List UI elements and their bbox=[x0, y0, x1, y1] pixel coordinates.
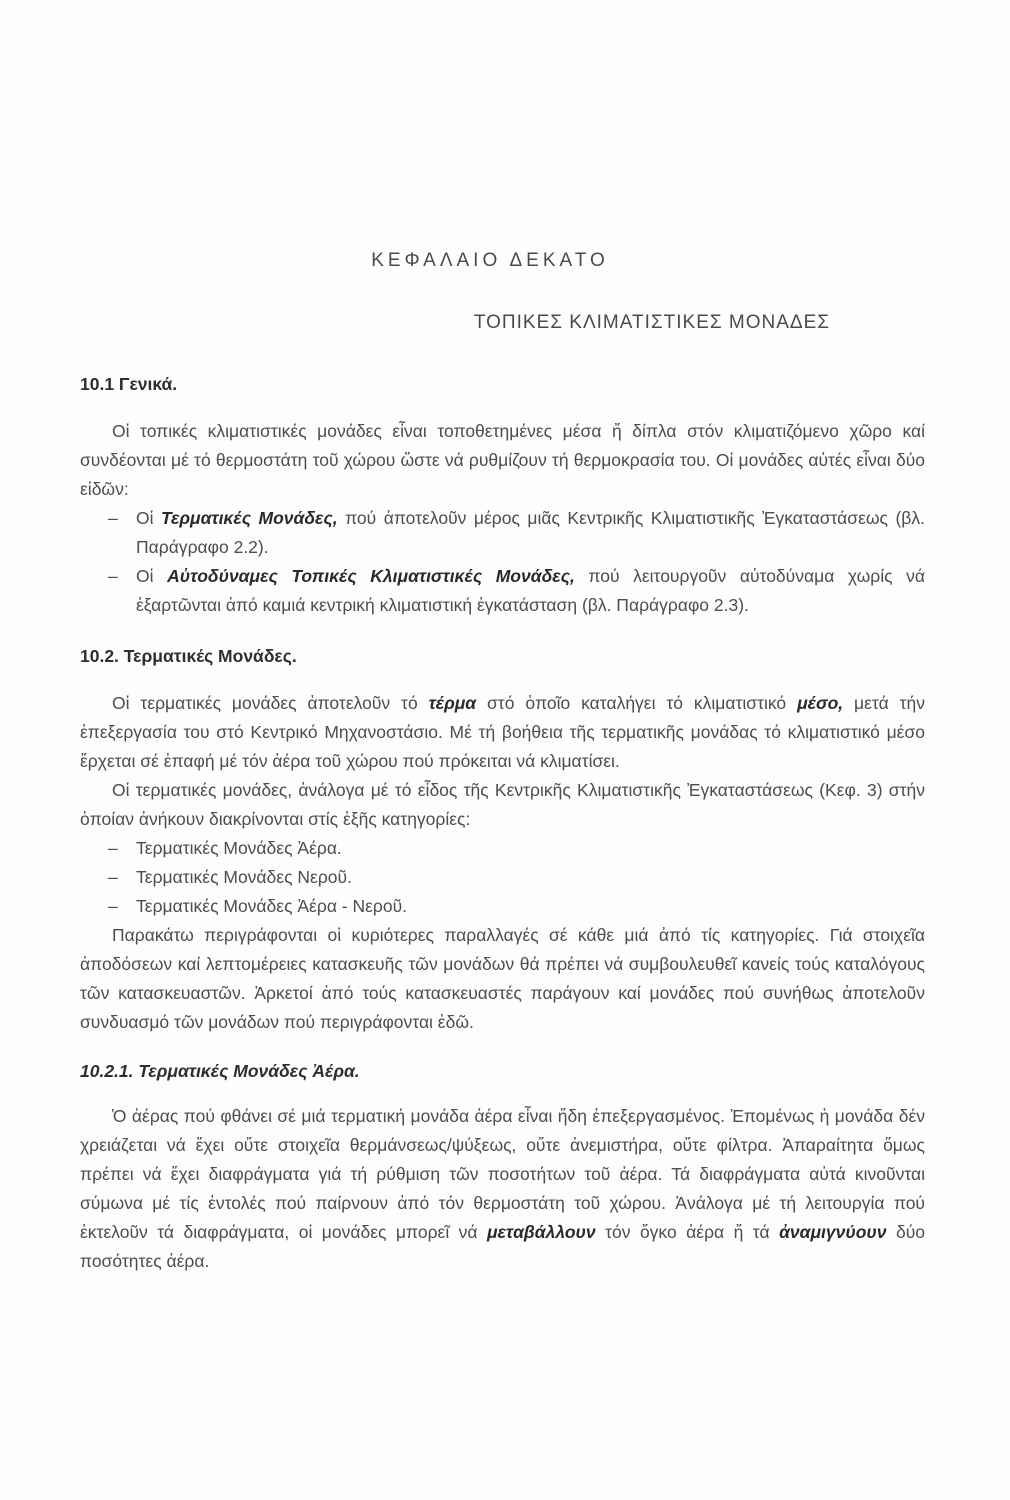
emphasis-anamignyoun: ἀναμιγνύουν bbox=[779, 1222, 887, 1242]
section-heading-10-1: 10.1 Γενικά. bbox=[80, 374, 178, 394]
paragraph-general: Οἱ τοπικές κλιματιστικές μονάδες εἶναι τοποθετημένες μέσα ἤ δίπλα στόν κλιματιζόμενο χῶρο καί συνδέονται μέ τό θερμοστάτη τοῦ χώρου ὥστε νά ρυθμίζουν τή θερμοκρασία του. Οἱ μονάδες αὐτές εἶναι δύο εἰδῶν: bbox=[80, 421, 925, 499]
paragraph-terminal-categories: Οἱ τερματικές μονάδες, ἀνάλογα μέ τό εἶδος τῆς Κεντρικῆς Κλιματιστικῆς Ἐγκαταστάσεως (Κεφ. 3) στήν ὁποίαν ἀνήκουν διακρίνονται στίς ἑξῆς κατηγορίες: bbox=[80, 780, 925, 829]
list-item-air-water-units: – Τερματικές Μονάδες Ἀέρα - Νεροῦ. bbox=[108, 896, 408, 916]
paragraph-terminal-intro: Οἱ τερματικές μονάδες ἀποτελοῦν τό τέρμα στό ὁποῖο καταλήγει τό κλιματιστικό μέσο, μετά τήν ἐπεξεργασία του στό Κεντρικό Μηχανοστάσιο. Μέ τή βοήθεια τῆς τερματικῆς μονάδας τό κλιματιστικό μέσο ἔρχεται σέ ἐπαφή μέ τόν ἀέρα τοῦ χώρου πού πρόκειται νά κλιματίσει. bbox=[80, 693, 925, 771]
list-item-water-units: – Τερματικές Μονάδες Νεροῦ. bbox=[108, 867, 352, 887]
section-heading-10-2: 10.2. Τερματικές Μονάδες. bbox=[80, 646, 297, 666]
list-item-standalone-units: – Οἱ Αὐτοδύναμες Τοπικές Κλιματιστικές Μονάδες, πού λειτουργοῦν αὐτοδύναμα χωρίς νά ἐξαρτῶνται ἀπό καμιά κεντρική κλιματιστική ἐγκατάσταση (βλ. Παράγραφο 2.3). bbox=[108, 566, 925, 615]
emphasis-standalone-units: Αὐτοδύναμες Τοπικές Κλιματιστικές Μονάδες, bbox=[167, 566, 575, 586]
chapter-label: ΚΕΦΑΛΑΙΟ ΔΕΚΑΤΟ bbox=[371, 250, 609, 271]
emphasis-metavalloun: μεταβάλλουν bbox=[487, 1222, 596, 1242]
paragraph-variants: Παρακάτω περιγράφονται οἱ κυριότερες παραλλαγές σέ κάθε μιά ἀπό τίς κατηγορίες. Γιά στοιχεῖα ἀποδόσεων καί λεπτομέρειες κατασκευῆς τῶν μονάδων θά πρέπει νά συμβουλευθεῖ κανείς τούς καταλόγους τῶν κατασκευαστῶν. Ἀρκετοί ἀπό τούς κατασκευαστές παράγουν καί μονάδες πού συνήθως ἀποτελοῦν συνδυασμό τῶν μονάδων πού περιγράφονται ἐδῶ. bbox=[80, 925, 925, 1032]
emphasis-meso: μέσο, bbox=[797, 693, 844, 713]
emphasis-terminal-units: Τερματικές Μονάδες, bbox=[161, 508, 338, 528]
paragraph-air-units: Ὁ ἀέρας πού φθάνει σέ μιά τερματική μονάδα ἀέρα εἶναι ἤδη ἐπεξεργασμένος. Ἐπομένως ἡ μονάδα δέν χρειάζεται νά ἔχει οὔτε στοιχεῖα θερμάνσεως/ψύξεως, οὔτε ἀνεμιστήρα, οὔτε φίλτρα. Ἀπαραίτητα ὅμως πρέπει νά ἔχει διαφράγματα γιά τή ρύθμιση τῶν ποσοτήτων τοῦ ἀέρα. Τά διαφράγματα αὐτά κινοῦνται σύμωνα μέ τίς ἐντολές πού παίρνουν ἀπό τόν θερμοστάτη τοῦ χώρου. Ἀνάλογα μέ τή λειτουργία πού ἐκτελοῦν τά διαφράγματα, οἱ μονάδες μπορεῖ νά μεταβάλλουν τόν ὄγκο ἀέρα ἤ τά ἀναμιγνύουν δύο ποσότητες ἀέρα. bbox=[80, 1106, 926, 1271]
list-item-terminal-units: – Οἱ Τερματικές Μονάδες, πού ἀποτελοῦν μέρος μιᾶς Κεντρικῆς Κλιματιστικῆς Ἐγκαταστάσεως (βλ. Παράγραφο 2.2). bbox=[108, 508, 925, 557]
list-item-air-units: – Τερματικές Μονάδες Ἀέρα. bbox=[108, 838, 342, 858]
page-body bbox=[80, 370, 925, 1276]
chapter-title: ΤΟΠΙΚΕΣ ΚΛΙΜΑΤΙΣΤΙΚΕΣ ΜΟΝΑΔΕΣ bbox=[473, 312, 830, 333]
section-heading-10-2-1: 10.2.1. Τερματικές Μονάδες Ἀέρα. bbox=[80, 1061, 360, 1081]
emphasis-terma: τέρμα bbox=[428, 693, 477, 713]
